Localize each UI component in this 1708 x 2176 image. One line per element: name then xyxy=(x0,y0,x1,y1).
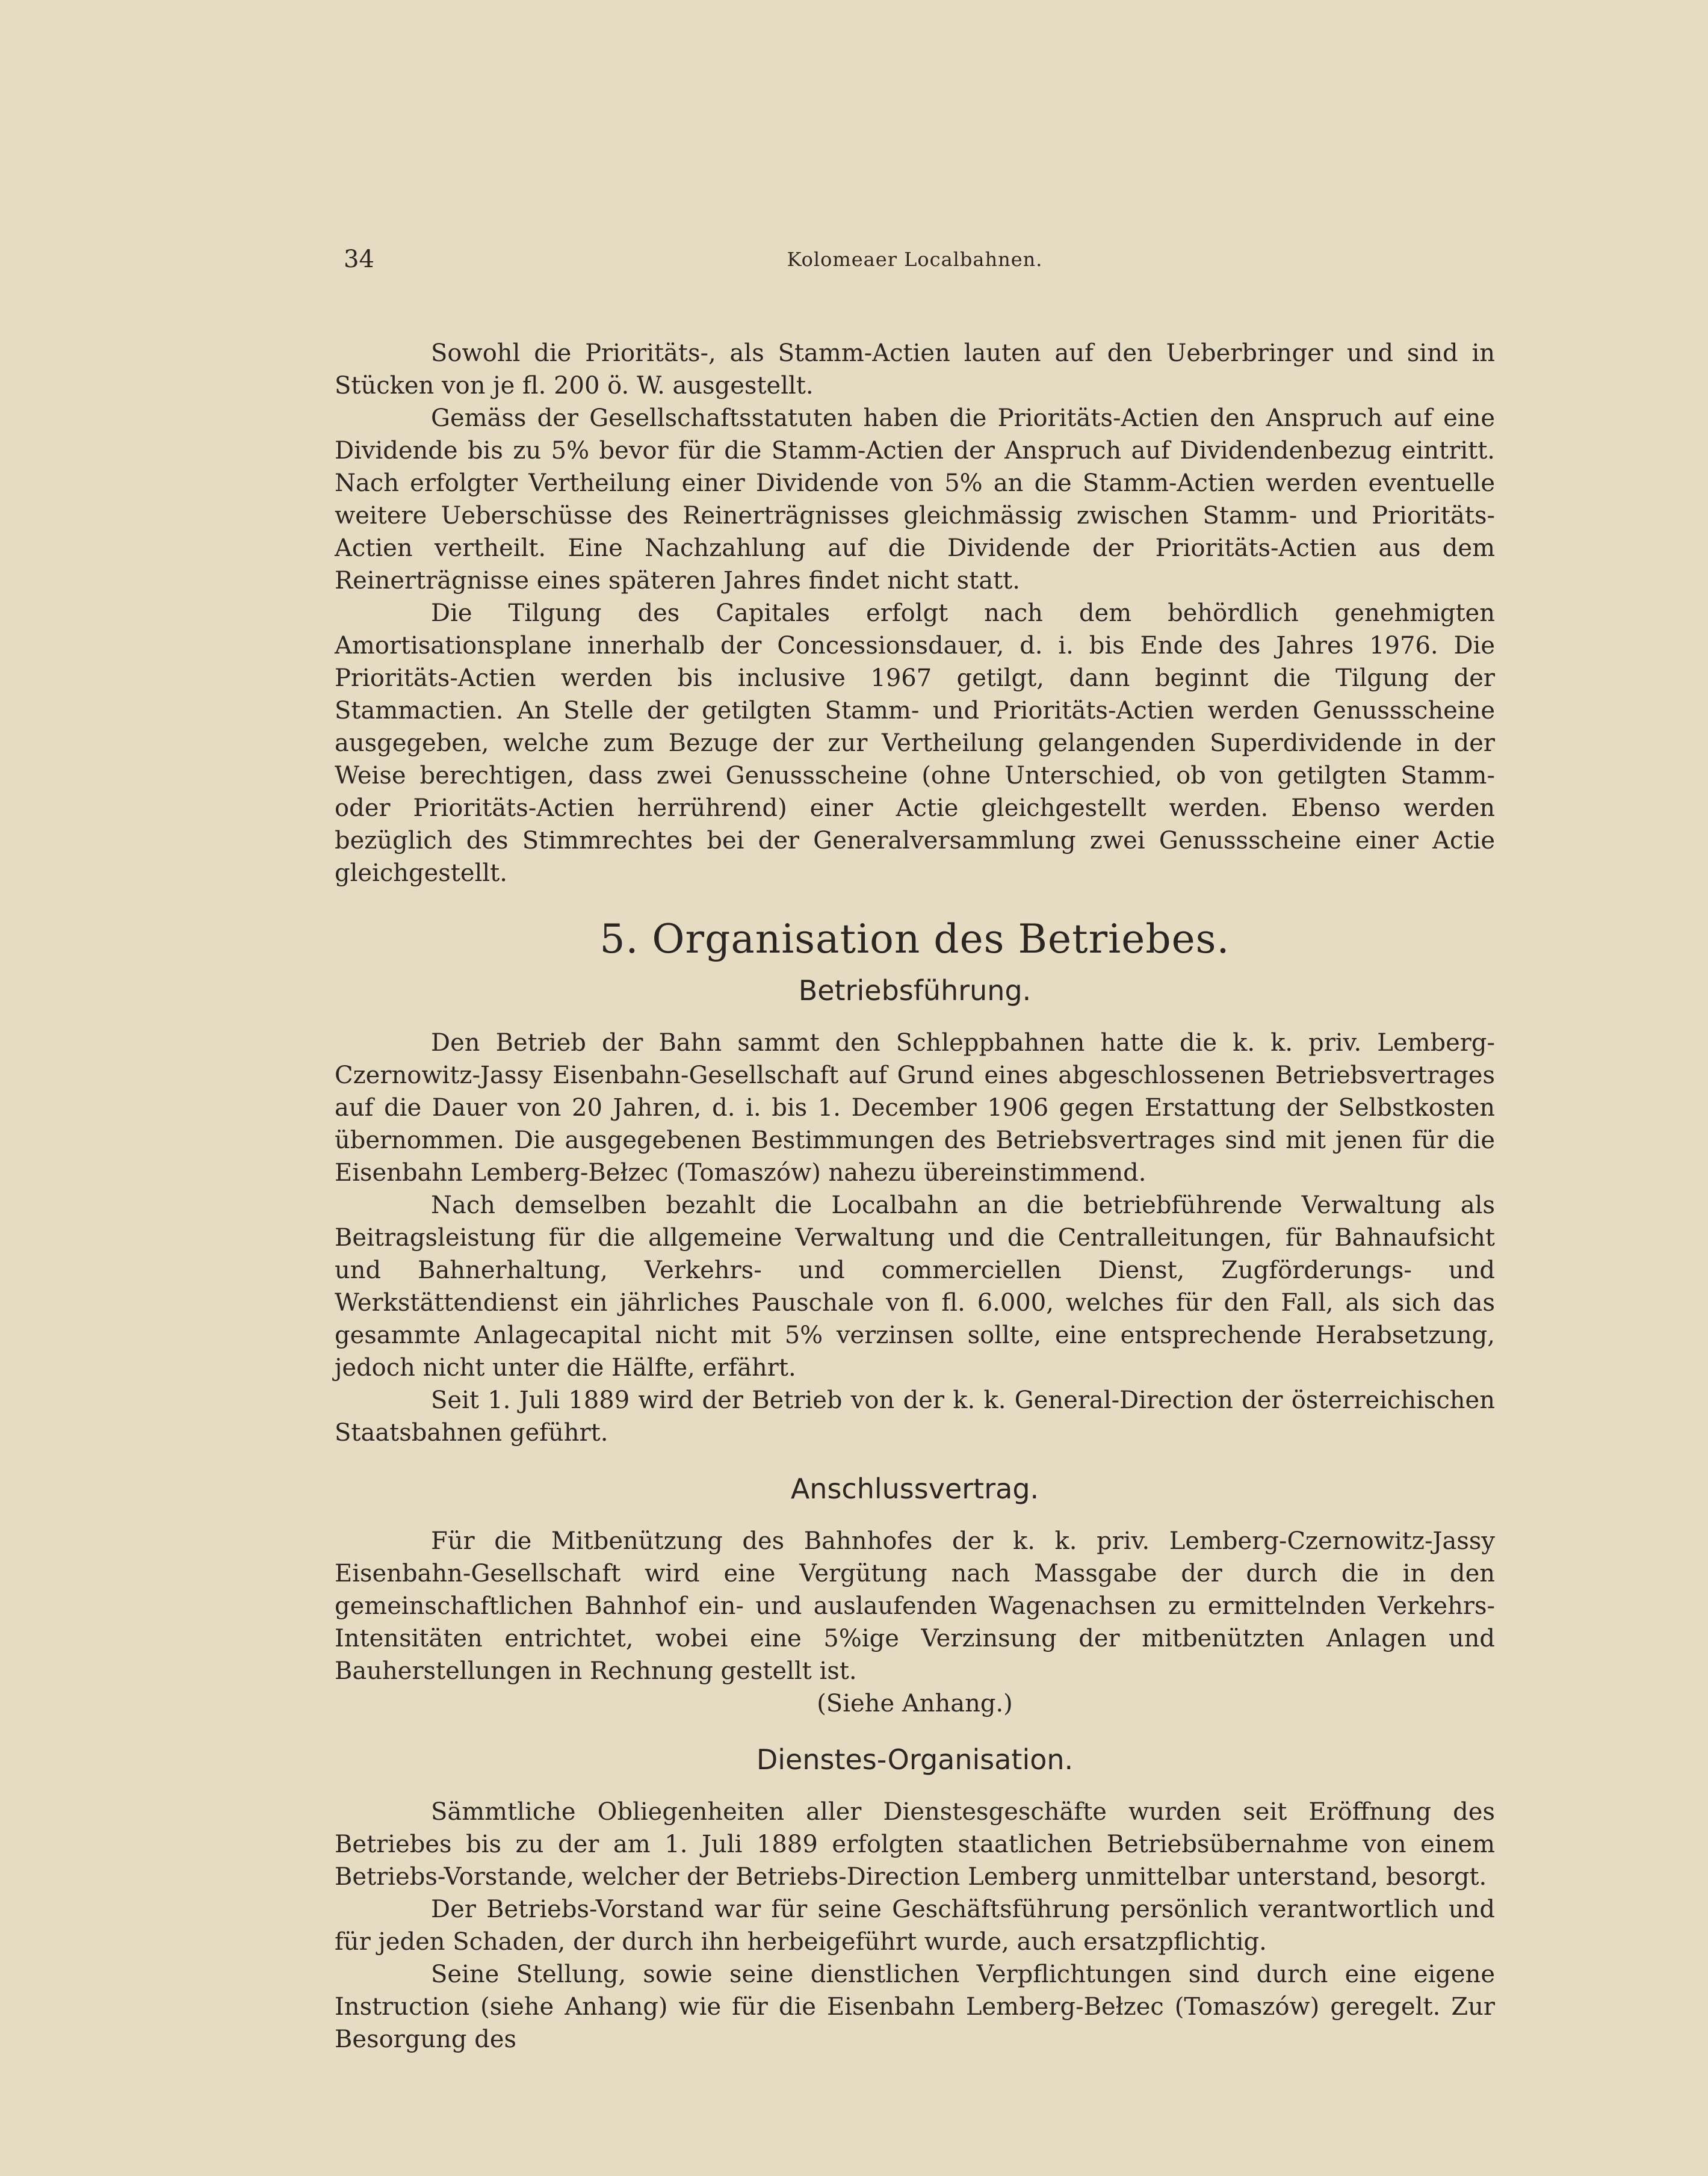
page-number: 34 xyxy=(344,246,374,273)
paragraph: Seit 1. Juli 1889 wird der Betrieb von der k. k. General-Direction der österreichischen Staatsbahnen geführt. xyxy=(335,1386,1495,1447)
paragraph: Nach demselben bezahlt die Localbahn an die betriebführende Verwaltung als Beitragsleistung für die allgemeine Verwaltung und die Centralleitungen, für Bahnaufsicht und Bahnerhaltung, Verkehrs- und commerciellen Dienst, Zugförderungs- und Werkstättendienst ein jährliches Pauschale von fl. 6.000, welches für den Fall, als sich das gesammte Anlagecapital nicht mit 5% verzinsen sollte, eine entsprechende Herabsetzung, jedoch nicht unter die Hälfte, erfährt. xyxy=(335,1192,1495,1382)
running-title: Kolomeaer Localbahnen. xyxy=(787,248,1043,271)
paragraph: Der Betriebs-Vorstand war für seine Geschäftsführung persönlich verantwortlich und für jeden Schaden, der durch ihn herbeigeführt wurde, auch ersatzpflichtig. xyxy=(335,1896,1495,1956)
paragraph: Für die Mitbenützung des Bahnhofes der k. k. priv. Lemberg-Czernowitz-Jassy Eisenbahn-Gesellschaft wird eine Vergütung nach Massgabe der durch die in den gemeinschaftlichen Bahnhof ein- und auslaufenden Wagenachsen zu ermittelnden Verkehrs-Intensitäten entrichtet, wobei eine 5%ige Verzinsung der mitbenützten Anlagen und Bauherstellungen in Rechnung gestellt ist. xyxy=(335,1527,1495,1685)
paragraph: Die Tilgung des Capitales erfolgt nach dem behördlich genehmigten Amortisationsplane innerhalb der Concessionsdauer, d. i. bis Ende des Jahres 1976. Die Prioritäts-Actien werden bis inclusive 1967 getilgt, dann beginnt die Tilgung der Stammactien. An Stelle der getilgten Stamm- und Prioritäts-Actien werden Genussscheine ausgegeben, welche zum Bezuge der zur Vertheilung gelangenden Superdividende in der Weise berechtigen, dass zwei Genussscheine (ohne Unterschied, ob von getilgten Stamm- oder Prioritäts-Actien herrührend) einer Actie gleichgestellt werden. Ebenso werden bezüglich des Stimmrechtes bei der Generalversammlung zwei Genussscheine einer Actie gleichgestellt. xyxy=(335,599,1495,887)
page-body xyxy=(335,337,1495,2056)
subheading-anschlussvertrag: Anschlussvertrag. xyxy=(790,1473,1039,1505)
paragraph: Sämmtliche Obliegenheiten aller Dienstesgeschäfte wurden seit Eröffnung des Betriebes bis zu der am 1. Juli 1889 erfolgten staatlichen Betriebsübernahme von einem Betriebs-Vorstande, welcher der Betriebs-Direction Lemberg unmittelbar unterstand, besorgt. xyxy=(335,1798,1495,1891)
subheading-dienstes-organisation: Dienstes-Organisation. xyxy=(756,1743,1074,1776)
paragraph: Seine Stellung, sowie seine dienstlichen Verpflichtungen sind durch eine eigene Instruction (siehe Anhang) wie für die Eisenbahn Lemberg-Bełzec (Tomaszów) geregelt. Zur Besorgung des xyxy=(335,1961,1495,2053)
page-header xyxy=(335,240,1495,282)
appendix-note: (Siehe Anhang.) xyxy=(817,1690,1013,1717)
paragraph: Den Betrieb der Bahn sammt den Schleppbahnen hatte die k. k. priv. Lemberg-Czernowitz-Jassy Eisenbahn-Gesellschaft auf Grund eines abgeschlossenen Betriebsvertrages auf die Dauer von 20 Jahren, d. i. bis 1. December 1906 gegen Erstattung der Selbstkosten übernommen. Die ausgegebenen Bestimmungen des Betriebsvertrages sind mit jenen für die Eisenbahn Lemberg-Bełzec (Tomaszów) nahezu übereinstimmend. xyxy=(335,1029,1495,1187)
section-title: 5. Organisation des Betriebes. xyxy=(599,916,1230,962)
paragraph: Sowohl die Prioritäts-, als Stamm-Actien lauten auf den Ueberbringer und sind in Stücken von je fl. 200 ö. W. ausgestellt. xyxy=(335,339,1495,400)
subheading-betriebsfuehrung: Betriebsführung. xyxy=(798,974,1032,1007)
paragraph: Gemäss der Gesellschaftsstatuten haben die Prioritäts-Actien den Anspruch auf eine Dividende bis zu 5% bevor für die Stamm-Actien der Anspruch auf Dividendenbezug eintritt. Nach erfolgter Vertheilung einer Dividende von 5% an die Stamm-Actien werden eventuelle weitere Ueberschüsse des Reinerträgnisses gleichmässig zwischen Stamm- und Prioritäts-Actien vertheilt. Eine Nachzahlung auf die Dividende der Prioritäts-Actien aus dem Reinerträgnisse eines späteren Jahres findet nicht statt. xyxy=(335,404,1495,595)
